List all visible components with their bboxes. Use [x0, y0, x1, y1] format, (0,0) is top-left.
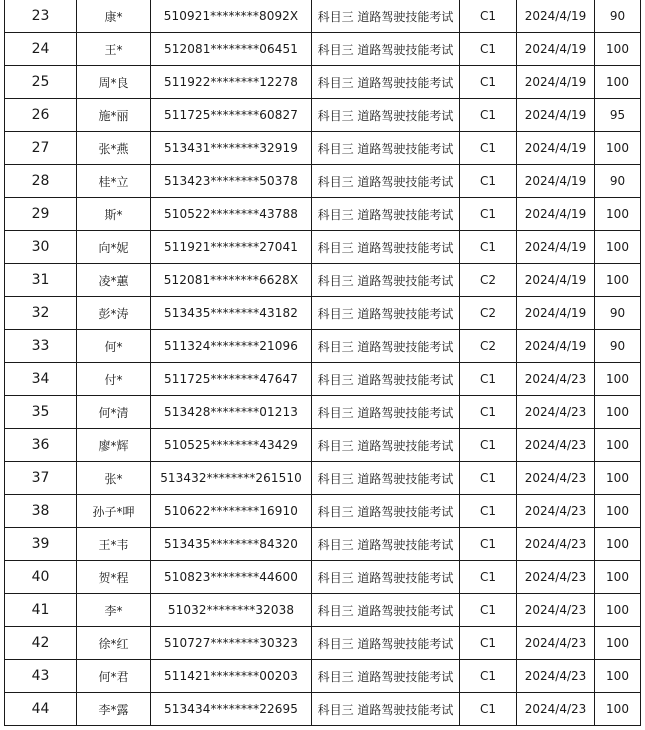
score-cell: 90: [595, 165, 641, 198]
candidate-name-cell: 凌*蕙: [77, 264, 151, 297]
exam-subject-cell: 科目三 道路驾驶技能考试: [312, 0, 460, 33]
id-number-cell: 511725********60827: [151, 99, 312, 132]
score-cell: 100: [595, 132, 641, 165]
exam-date-cell: 2024/4/19: [517, 231, 595, 264]
exam-date-cell: 2024/4/23: [517, 363, 595, 396]
table-row: [5, 495, 641, 528]
exam-subject-cell: 科目三 道路驾驶技能考试: [312, 297, 460, 330]
exam-date-cell: 2024/4/23: [517, 627, 595, 660]
candidate-name-cell: 斯*: [77, 198, 151, 231]
row-number-cell: 29: [5, 198, 77, 231]
license-type-cell: C1: [460, 198, 517, 231]
id-number-cell: 513435********84320: [151, 528, 312, 561]
table-row: [5, 132, 641, 165]
exam-subject-cell: 科目三 道路驾驶技能考试: [312, 594, 460, 627]
license-type-cell: C1: [460, 0, 517, 33]
table-row: [5, 297, 641, 330]
row-number-cell: 35: [5, 396, 77, 429]
table-row: [5, 396, 641, 429]
candidate-name-cell: 何*清: [77, 396, 151, 429]
row-number-cell: 42: [5, 627, 77, 660]
exam-date-cell: 2024/4/23: [517, 462, 595, 495]
candidate-name-cell: 李*露: [77, 693, 151, 726]
table-row: [5, 363, 641, 396]
exam-subject-cell: 科目三 道路驾驶技能考试: [312, 330, 460, 363]
exam-results-table: [4, 0, 641, 726]
exam-subject-cell: 科目三 道路驾驶技能考试: [312, 396, 460, 429]
table-row: [5, 66, 641, 99]
row-number-cell: 44: [5, 693, 77, 726]
exam-date-cell: 2024/4/23: [517, 693, 595, 726]
id-number-cell: 511725********47647: [151, 363, 312, 396]
table-row: [5, 0, 641, 33]
exam-subject-cell: 科目三 道路驾驶技能考试: [312, 363, 460, 396]
row-number-cell: 40: [5, 561, 77, 594]
score-cell: 100: [595, 363, 641, 396]
score-cell: 90: [595, 330, 641, 363]
candidate-name-cell: 何*: [77, 330, 151, 363]
table-row: [5, 99, 641, 132]
score-cell: 95: [595, 99, 641, 132]
candidate-name-cell: 付*: [77, 363, 151, 396]
candidate-name-cell: 徐*红: [77, 627, 151, 660]
candidate-name-cell: 王*: [77, 33, 151, 66]
exam-subject-cell: 科目三 道路驾驶技能考试: [312, 627, 460, 660]
row-number-cell: 38: [5, 495, 77, 528]
exam-date-cell: 2024/4/23: [517, 396, 595, 429]
row-number-cell: 33: [5, 330, 77, 363]
exam-subject-cell: 科目三 道路驾驶技能考试: [312, 198, 460, 231]
table-row: [5, 165, 641, 198]
license-type-cell: C1: [460, 528, 517, 561]
id-number-cell: 513428********01213: [151, 396, 312, 429]
id-number-cell: 510622********16910: [151, 495, 312, 528]
candidate-name-cell: 张*: [77, 462, 151, 495]
id-number-cell: 51032********32038: [151, 594, 312, 627]
license-type-cell: C1: [460, 99, 517, 132]
exam-date-cell: 2024/4/23: [517, 429, 595, 462]
exam-subject-cell: 科目三 道路驾驶技能考试: [312, 495, 460, 528]
id-number-cell: 511922********12278: [151, 66, 312, 99]
license-type-cell: C1: [460, 462, 517, 495]
id-number-cell: 510522********43788: [151, 198, 312, 231]
exam-date-cell: 2024/4/23: [517, 660, 595, 693]
exam-subject-cell: 科目三 道路驾驶技能考试: [312, 462, 460, 495]
id-number-cell: 513432********261510: [151, 462, 312, 495]
score-cell: 100: [595, 627, 641, 660]
exam-subject-cell: 科目三 道路驾驶技能考试: [312, 660, 460, 693]
exam-subject-cell: 科目三 道路驾驶技能考试: [312, 165, 460, 198]
exam-subject-cell: 科目三 道路驾驶技能考试: [312, 66, 460, 99]
candidate-name-cell: 李*: [77, 594, 151, 627]
row-number-cell: 39: [5, 528, 77, 561]
table-row: [5, 330, 641, 363]
candidate-name-cell: 施*丽: [77, 99, 151, 132]
table-row: [5, 264, 641, 297]
id-number-cell: 511324********21096: [151, 330, 312, 363]
row-number-cell: 37: [5, 462, 77, 495]
license-type-cell: C1: [460, 165, 517, 198]
row-number-cell: 30: [5, 231, 77, 264]
score-cell: 100: [595, 33, 641, 66]
exam-date-cell: 2024/4/19: [517, 33, 595, 66]
candidate-name-cell: 孙子*呷: [77, 495, 151, 528]
license-type-cell: C1: [460, 231, 517, 264]
score-cell: 100: [595, 429, 641, 462]
candidate-name-cell: 周*良: [77, 66, 151, 99]
exam-subject-cell: 科目三 道路驾驶技能考试: [312, 429, 460, 462]
row-number-cell: 41: [5, 594, 77, 627]
score-cell: 100: [595, 396, 641, 429]
license-type-cell: C1: [460, 627, 517, 660]
score-cell: 90: [595, 0, 641, 33]
exam-date-cell: 2024/4/19: [517, 165, 595, 198]
id-number-cell: 512081********06451: [151, 33, 312, 66]
score-cell: 100: [595, 594, 641, 627]
score-cell: 100: [595, 231, 641, 264]
row-number-cell: 32: [5, 297, 77, 330]
row-number-cell: 43: [5, 660, 77, 693]
id-number-cell: 510525********43429: [151, 429, 312, 462]
id-number-cell: 511921********27041: [151, 231, 312, 264]
candidate-name-cell: 向*妮: [77, 231, 151, 264]
exam-subject-cell: 科目三 道路驾驶技能考试: [312, 33, 460, 66]
id-number-cell: 510921********8092X: [151, 0, 312, 33]
table-row: [5, 231, 641, 264]
exam-subject-cell: 科目三 道路驾驶技能考试: [312, 132, 460, 165]
exam-date-cell: 2024/4/19: [517, 132, 595, 165]
license-type-cell: C1: [460, 660, 517, 693]
score-cell: 100: [595, 264, 641, 297]
id-number-cell: 510727********30323: [151, 627, 312, 660]
row-number-cell: 36: [5, 429, 77, 462]
row-number-cell: 24: [5, 33, 77, 66]
license-type-cell: C1: [460, 66, 517, 99]
row-number-cell: 28: [5, 165, 77, 198]
id-number-cell: 513434********22695: [151, 693, 312, 726]
license-type-cell: C1: [460, 363, 517, 396]
exam-date-cell: 2024/4/23: [517, 528, 595, 561]
exam-date-cell: 2024/4/19: [517, 297, 595, 330]
score-cell: 100: [595, 561, 641, 594]
table-row: [5, 33, 641, 66]
score-cell: 100: [595, 693, 641, 726]
exam-date-cell: 2024/4/19: [517, 66, 595, 99]
license-type-cell: C2: [460, 264, 517, 297]
score-cell: 100: [595, 660, 641, 693]
score-cell: 90: [595, 297, 641, 330]
license-type-cell: C1: [460, 495, 517, 528]
table-row: [5, 627, 641, 660]
license-type-cell: C2: [460, 297, 517, 330]
candidate-name-cell: 张*燕: [77, 132, 151, 165]
candidate-name-cell: 王*韦: [77, 528, 151, 561]
table-row: [5, 561, 641, 594]
candidate-name-cell: 康*: [77, 0, 151, 33]
exam-date-cell: 2024/4/23: [517, 561, 595, 594]
exam-subject-cell: 科目三 道路驾驶技能考试: [312, 693, 460, 726]
candidate-name-cell: 廖*辉: [77, 429, 151, 462]
license-type-cell: C1: [460, 396, 517, 429]
license-type-cell: C1: [460, 33, 517, 66]
id-number-cell: 513431********32919: [151, 132, 312, 165]
row-number-cell: 26: [5, 99, 77, 132]
license-type-cell: C1: [460, 429, 517, 462]
candidate-name-cell: 彭*涛: [77, 297, 151, 330]
row-number-cell: 34: [5, 363, 77, 396]
id-number-cell: 510823********44600: [151, 561, 312, 594]
exam-subject-cell: 科目三 道路驾驶技能考试: [312, 99, 460, 132]
candidate-name-cell: 贺*程: [77, 561, 151, 594]
table-row: [5, 528, 641, 561]
score-cell: 100: [595, 198, 641, 231]
exam-date-cell: 2024/4/19: [517, 0, 595, 33]
id-number-cell: 513435********43182: [151, 297, 312, 330]
table-row: [5, 429, 641, 462]
exam-date-cell: 2024/4/19: [517, 99, 595, 132]
id-number-cell: 511421********00203: [151, 660, 312, 693]
license-type-cell: C1: [460, 561, 517, 594]
exam-date-cell: 2024/4/19: [517, 264, 595, 297]
table-row: [5, 198, 641, 231]
row-number-cell: 31: [5, 264, 77, 297]
table-row: [5, 462, 641, 495]
exam-subject-cell: 科目三 道路驾驶技能考试: [312, 561, 460, 594]
id-number-cell: 513423********50378: [151, 165, 312, 198]
table-row: [5, 693, 641, 726]
license-type-cell: C2: [460, 330, 517, 363]
exam-date-cell: 2024/4/23: [517, 495, 595, 528]
id-number-cell: 512081********6628X: [151, 264, 312, 297]
exam-subject-cell: 科目三 道路驾驶技能考试: [312, 264, 460, 297]
score-cell: 100: [595, 462, 641, 495]
score-cell: 100: [595, 66, 641, 99]
row-number-cell: 23: [5, 0, 77, 33]
candidate-name-cell: 何*君: [77, 660, 151, 693]
license-type-cell: C1: [460, 132, 517, 165]
results-body: [5, 0, 641, 726]
exam-date-cell: 2024/4/19: [517, 198, 595, 231]
score-cell: 100: [595, 528, 641, 561]
license-type-cell: C1: [460, 594, 517, 627]
row-number-cell: 25: [5, 66, 77, 99]
exam-date-cell: 2024/4/23: [517, 594, 595, 627]
score-cell: 100: [595, 495, 641, 528]
table-row: [5, 660, 641, 693]
row-number-cell: 27: [5, 132, 77, 165]
license-type-cell: C1: [460, 693, 517, 726]
candidate-name-cell: 桂*立: [77, 165, 151, 198]
exam-date-cell: 2024/4/19: [517, 330, 595, 363]
table-row: [5, 594, 641, 627]
exam-subject-cell: 科目三 道路驾驶技能考试: [312, 231, 460, 264]
exam-subject-cell: 科目三 道路驾驶技能考试: [312, 528, 460, 561]
